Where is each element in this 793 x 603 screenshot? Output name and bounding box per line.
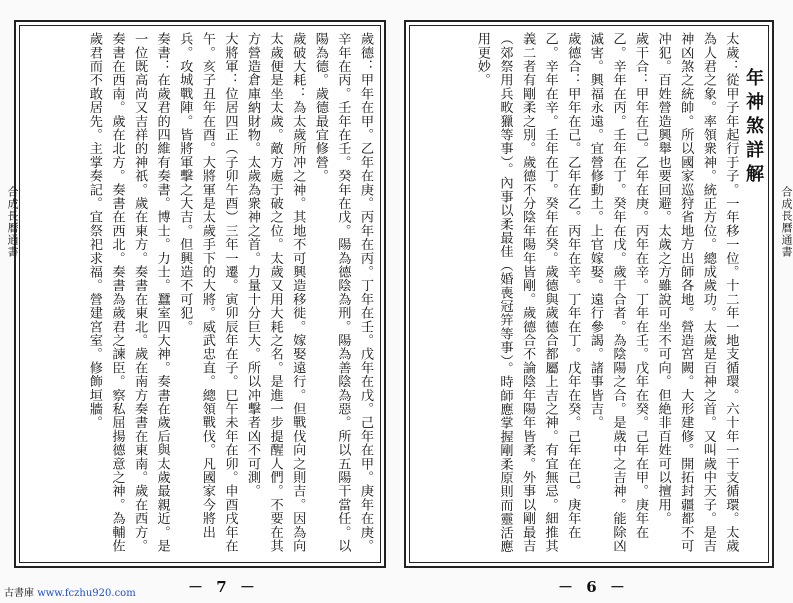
watermark-url[interactable]: www.fczhu920.com <box>37 588 136 599</box>
right-page-number: － 6 － <box>558 578 629 596</box>
left-page-number: － 7 － <box>188 578 259 596</box>
right-book-title: 合成長曆通書 <box>780 186 793 258</box>
watermark-site: 古書庫 <box>4 588 34 599</box>
paragraph-sui-de: 歲德：甲年在甲。乙年在庚。丙年在丙。丁年在壬。戊年在戊。己年在甲。庚年在庚。辛年在丙。壬年在壬。癸年在戊。陽為德陰為刑。陽為善陰為惡。所以五陽干當任。以陽為德。歲德最宜修營。 <box>312 32 373 553</box>
right-page-text <box>434 32 764 562</box>
paragraph-sui-po-da-hao: 歲破大耗：為太歲所冲之神。其地不可興造移徙。嫁娶遠行。但戰伐向之則吉。因為向太歲便是坐太歲。敵方處于破之位。太歲又用大耗之名。是進一步提醒人們。不要在其方營造倉庫納財物。太歲為衆神之首。力量十分巨大。所以冲擊者凶不可測。 <box>245 32 306 553</box>
paragraph-da-jiang-jun: 大將軍：位居四正（子卯午酉）三年一遷。寅卯辰年在子。巳午未年在卯。申酉戌年在午。亥子丑年在酉。大將軍是太歲手下的大將。威武忠直。總領戰伐。凡國家今將出兵。攻城戰陣。皆將軍擊之大吉。但興造不可犯。 <box>177 32 238 553</box>
paragraph-zou-shu: 奏書：在歲君的四維有奏書。博士。力士。蠶室四大神。奏書在歲后與太歲最親近。是一位既高尚又吉祥的神祇。歲在東方。奏書在東北。歲在南方奏書在東南。歲在西方。奏書在西南。歲在北方。奏書在西北。奏書為歲君之諫臣。察私屈揚德意之神。為輔佐歲君而不敢居先。主掌奏記。宜祭祀求福。營建宮室。修飾垣牆。 <box>86 32 170 553</box>
right-page <box>404 20 774 568</box>
left-page-text <box>28 32 376 562</box>
paragraph-sui-gan-he: 歲干合：甲年在己。乙年在庚。丙年在辛。丁年在壬。戊年在癸。己年在甲。庚年在乙。辛年在丙。壬年在丁。癸年在戊。歲干合者。為陰陽之合。是歲中之吉神。能除凶滅害。興福永遠。宜營修動土。上官嫁娶。遠行參謁。諸事皆吉。 <box>587 32 649 553</box>
paragraph-tai-sui: 太歲：從甲子年起行于子。一年移一位。十二年一地支循環。六十年一干支循環。太歲為人君之象。率領衆神。統正方位。總成歲功。太歲是百神之首。又叫歲中天子。是吉神凶煞之統帥。所以國家巡狩省地方出師各地。營造宮闕。大形建修。開拓封疆都不可冲犯。百姓營造興舉也要回避。太歲之方雖說可坐不可向。但絶非百姓可以擅用。 <box>655 32 739 553</box>
left-book-title: 合成長曆通書 <box>6 186 19 258</box>
left-page <box>14 20 386 568</box>
watermark <box>4 584 136 599</box>
section-heading: 年神煞詳解 <box>743 68 764 188</box>
paragraph-sui-de-he: 歲德合：甲年在己。乙年在乙。丙年在辛。丁年在丁。戊年在癸。己年在己。庚年在乙。辛年在辛。壬年在丁。癸年在癸。歲德與歲德合都屬上吉之神。有宜無忌。細推其義二者有剛柔之別。歲德不分陰年陽年皆剛。歲德合不論陰年陽年皆柔。外事以剛最吉（郊祭用兵畋獵等事）。內事以柔最佳（婚喪冠笄等事）。時師應掌握剛柔原則而靈活應用更妙。 <box>474 32 581 554</box>
